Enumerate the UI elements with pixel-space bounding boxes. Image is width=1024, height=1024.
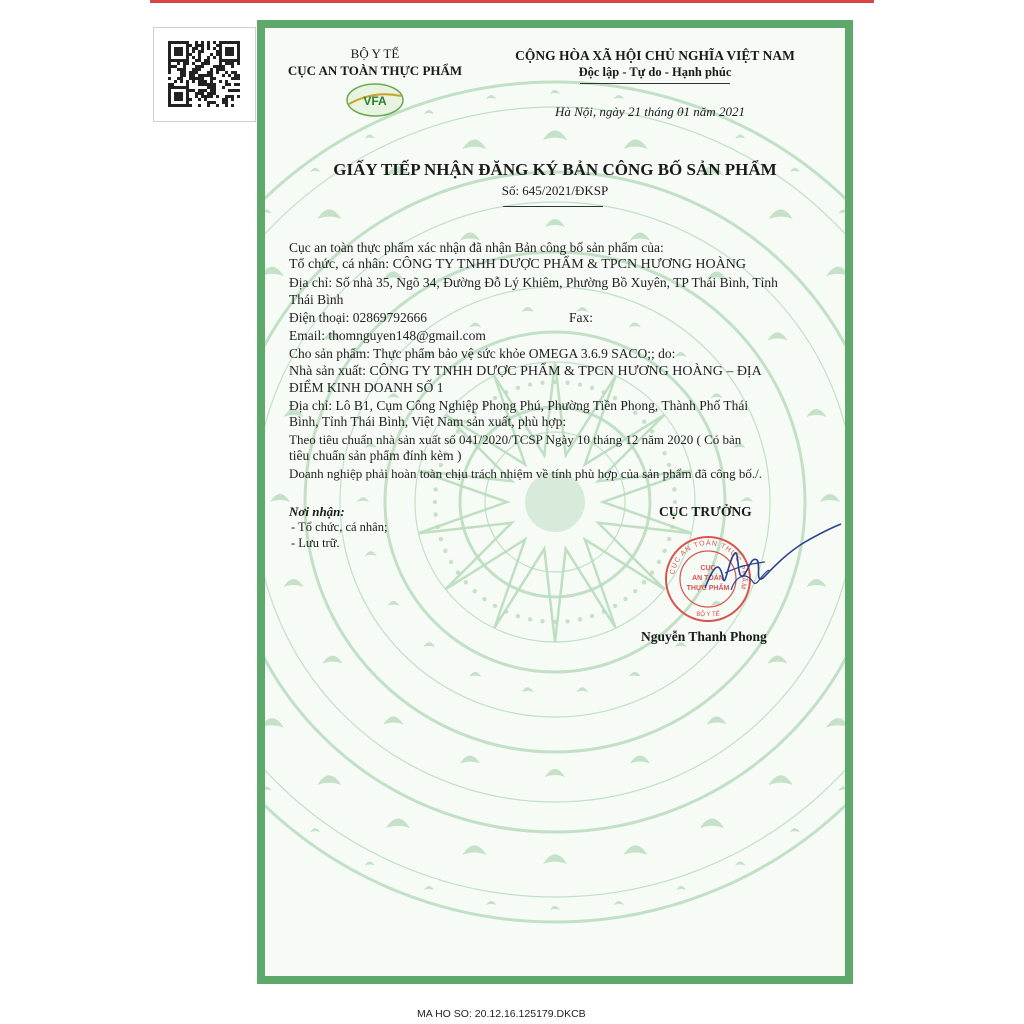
top-red-rule [150, 0, 874, 3]
recipient-item: - Tổ chức, cá nhân; [291, 520, 388, 534]
signer-name: Nguyễn Thanh Phong [641, 629, 767, 644]
signature-icon [695, 518, 845, 608]
vfa-logo-icon [345, 82, 405, 118]
body-line: Thái Bình [289, 292, 344, 307]
body-line: Theo tiêu chuẩn nhà sản xuất số 041/2020/TCSP Ngày 10 tháng 12 năm 2020 ( Có bản [289, 432, 742, 447]
document-number: Số: 645/2021/ĐKSP [501, 183, 609, 198]
title-divider [503, 206, 603, 207]
qr-code-panel [153, 27, 256, 122]
ministry-name: BỘ Y TẾ [350, 46, 400, 61]
body-line: Cho sản phẩm: Thực phẩm bảo vệ sức khỏe OMEGA 3.6.9 SACO;; do: [289, 346, 676, 361]
vfa-logo-text: VFA [363, 94, 387, 108]
national-motto: Độc lập - Tự do - Hạnh phúc [578, 65, 732, 79]
body-line: Tổ chức, cá nhân: CÔNG TY TNHH DƯỢC PHẨM & TPCN HƯƠNG HOÀNG [289, 257, 746, 272]
body-line: Bình, Tỉnh Thái Bình, Việt Nam sản xuất, phù hợp: [289, 414, 567, 429]
body-line: Email: thomnguyen148@gmail.com [289, 328, 486, 343]
body-line: Điện thoại: 02869792666 [289, 310, 427, 325]
stamp-center-text: CỤC [700, 565, 716, 572]
document-title: GIẤY TIẾP NHẬN ĐĂNG KÝ BẢN CÔNG BỐ SẢN PHẨM [333, 160, 777, 179]
certificate-paper [265, 28, 845, 976]
fax-label: Fax: [569, 310, 594, 325]
body-line: tiêu chuẩn sản phẩm đính kèm ) [289, 448, 462, 463]
recipients-heading: Nơi nhận: [289, 504, 345, 519]
body-line: Địa chỉ: Số nhà 35, Ngõ 34, Đường Đỗ Lý Khiêm, Phường Bồ Xuyên, TP Thái Bình, Tỉnh [289, 275, 778, 290]
country-name: CỘNG HÒA XÃ HỘI CHỦ NGHĨA VIỆT NAM [515, 48, 795, 63]
body-line: Nhà sản xuất: CÔNG TY TNHH DƯỢC PHẨM & TPCN HƯƠNG HOÀNG – ĐỊA [289, 364, 762, 379]
stamp-center-text: AN TOÀN [692, 575, 724, 582]
stamp-outer-text: CỤC AN TOÀN THỰC PHẨM [669, 539, 748, 591]
stamp-center-text: THỰC PHẨM [686, 585, 730, 592]
agency-name: CỤC AN TOÀN THỰC PHẨM [287, 63, 463, 78]
body-line: Cục an toàn thực phẩm xác nhận đã nhận Bản công bố sản phẩm của: [289, 240, 664, 255]
motto-underline [580, 83, 730, 84]
dossier-code: MA HO SO: 20.12.16.125179.DKCB [417, 1008, 586, 1020]
stamp-bottom-text: BỘ Y TẾ [696, 612, 720, 618]
place-date: Hà Nội, ngày 21 tháng 01 năm 2021 [555, 104, 745, 119]
body-line: ĐIỂM KINH DOANH SỐ 1 [289, 380, 444, 395]
recipient-item: - Lưu trữ. [291, 536, 340, 550]
body-line: Địa chỉ: Lô B1, Cụm Công Nghiệp Phong Phú, Phường Tiền Phong, Thành Phố Thái [289, 398, 749, 413]
signer-position: CỤC TRƯỞNG [659, 504, 752, 519]
body-line: Doanh nghiệp phải hoàn toàn chịu trách nhiệm về tính phù hợp của sản phẩm đã công bố./. [289, 466, 762, 481]
certificate-frame [257, 20, 853, 984]
qr-code-icon [168, 41, 240, 107]
